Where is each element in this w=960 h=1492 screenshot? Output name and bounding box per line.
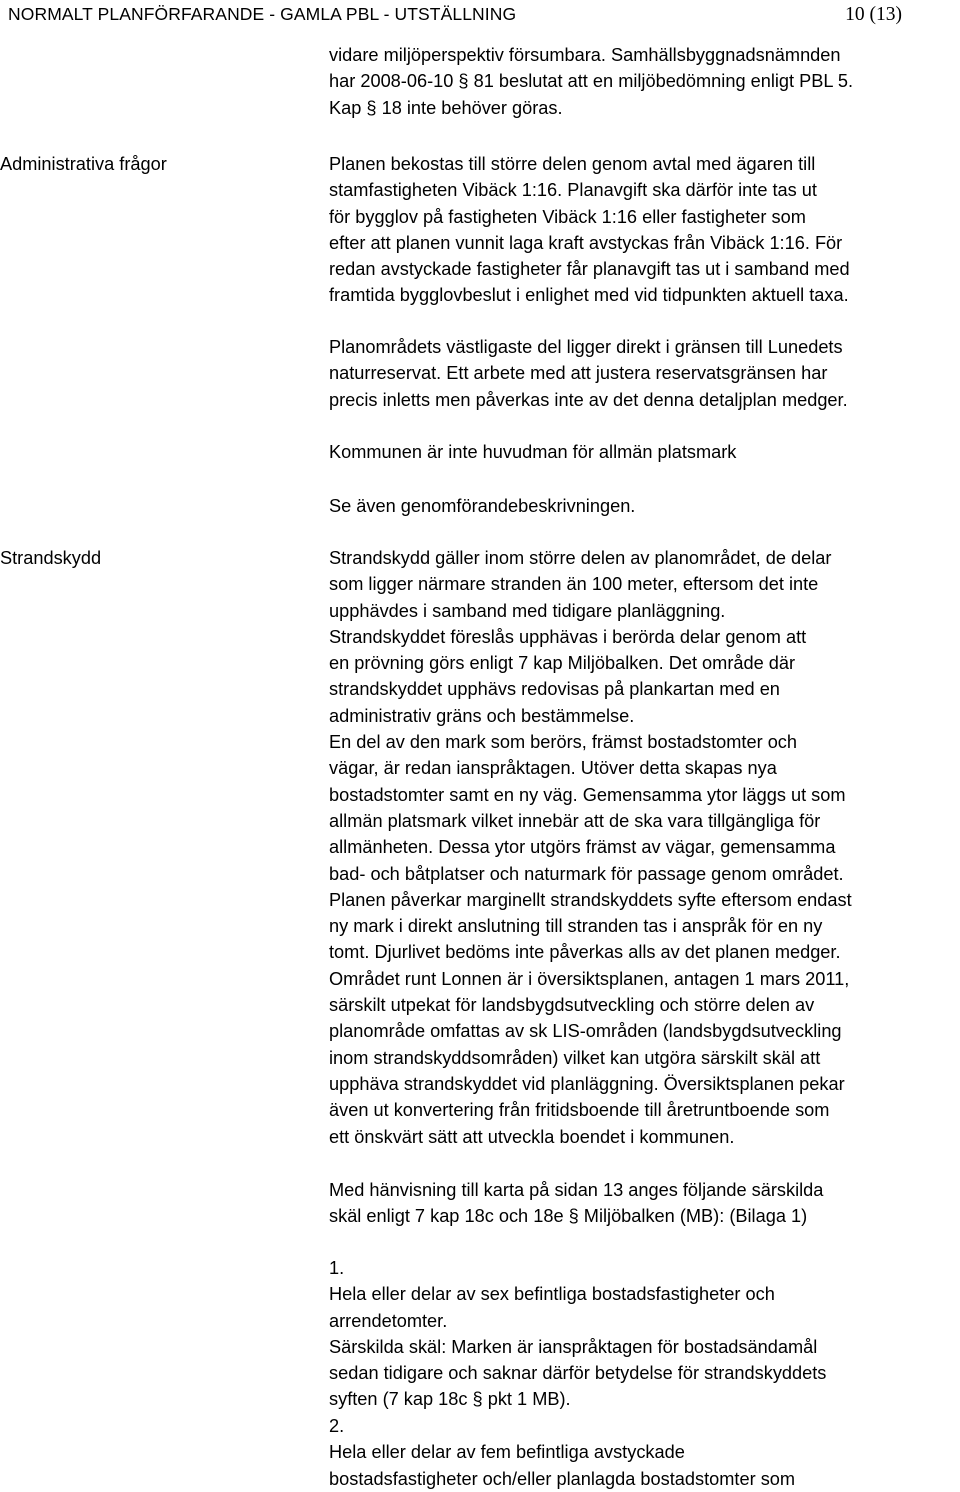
text-line: vidare miljöperspektiv försumbara. Samhällsbyggnadsnämnden	[329, 45, 841, 65]
text-line: bad- och båtplatser och naturmark för passage genom området.	[329, 863, 844, 884]
admin-paragraph-3	[329, 439, 959, 465]
admin-paragraph-4	[329, 493, 959, 519]
admin-paragraph-1	[329, 151, 959, 309]
text-line: Strandskydd gäller inom större delen av planområdet, de delar	[329, 548, 832, 568]
text-line: skäl enligt 7 kap 18c och 18e § Miljöbalken (MB): (Bilaga 1)	[329, 1206, 808, 1227]
text-line: Planen bekostas till större delen genom avtal med ägaren till	[329, 154, 816, 174]
text-line: En del av den mark som berörs, främst bostadstomter och	[329, 732, 798, 753]
text-line: stamfastigheten Vibäck 1:16. Planavgift ska därför inte tas ut	[329, 180, 817, 201]
admin-paragraph-2	[329, 334, 959, 413]
text-line: vägar, är redan ianspråktagen. Utöver detta skapas nya	[329, 758, 777, 779]
item-first-line	[329, 1255, 959, 1308]
text-line: Särskilda skäl: Marken är ianspråktagen för bostadsändamål	[329, 1336, 818, 1357]
text-line: planområde omfattas av sk LIS-områden (landsbygdsutveckling	[329, 1021, 842, 1042]
text-line: Planområdets västligaste del ligger direkt i gränsen till Lunedets	[329, 337, 843, 357]
strandskydd-paragraph-2	[329, 1177, 959, 1230]
text-line: särskilt utpekat för landsbygdsutveckling och större delen av	[329, 995, 815, 1016]
text-line: Strandskyddet föreslås upphävas i berörda delar genom att	[329, 626, 807, 647]
text-line: för bygglov på fastigheten Vibäck 1:16 eller fastigheter som	[329, 206, 806, 227]
text-line: syften (7 kap 18c § pkt 1 MB).	[329, 1389, 571, 1410]
item-number: 2.	[329, 1416, 345, 1436]
text-line: administrativ gräns och bestämmelse.	[329, 705, 635, 726]
text-line: Planen påverkar marginellt strandskyddets syfte eftersom endast	[329, 889, 852, 910]
section-label-administrativa-fragor: Administrativa frågor	[0, 154, 167, 174]
text-line: allmän platsmark vilket innebär att de ska vara tillgängliga för	[329, 810, 821, 831]
text-line: även ut konvertering från fritidsboende till åretruntboende som	[329, 1100, 830, 1121]
text-line: upphävdes i samband med tidigare planläggning.	[329, 600, 726, 621]
text-line: allmänheten. Dessa ytor utgörs främst av vägar, gemensamma	[329, 837, 836, 858]
section-label-strandskydd: Strandskydd	[0, 548, 102, 568]
text-line: Se även genomförandebeskrivningen.	[329, 496, 636, 516]
text-line: naturreservat. Ett arbete med att justera reservatsgränsen har	[329, 363, 828, 384]
text-line: framtida bygglovbeslut i enlighet med vid tidpunkten aktuell taxa.	[329, 285, 849, 306]
strandskydd-paragraph-1	[329, 545, 959, 1150]
page-number: 10 (13)	[845, 4, 902, 25]
text-line: har 2008-06-10 § 81 beslutat att en miljöbedömning enligt PBL 5.	[329, 71, 854, 92]
text-line: tomt. Djurlivet bedöms inte påverkas alls av det planen medger.	[329, 942, 841, 963]
text-line: en prövning görs enligt 7 kap Miljöbalken. Det område där	[329, 653, 796, 674]
text-line: Kommunen är inte huvudman för allmän platsmark	[329, 442, 737, 462]
item-text: Hela eller delar av fem befintliga avstyckade	[329, 1442, 685, 1463]
document-header-title: NORMALT PLANFÖRFARANDE - GAMLA PBL - UTSTÄLLNING	[8, 4, 517, 24]
page-header	[8, 2, 902, 28]
text-line: ny mark i direkt anslutning till stranden tas i anspråk för en ny	[329, 916, 823, 937]
text-line: Kap § 18 inte behöver göras.	[329, 97, 563, 118]
text-line: bostadstomter samt en ny väg. Gemensamma ytor läggs ut som	[329, 784, 846, 805]
text-line: upphäva strandskyddet vid planläggning. Översiktsplanen pekar	[329, 1073, 845, 1094]
text-line: redan avstyckade fastigheter får planavgift tas ut i samband med	[329, 259, 850, 280]
text-line: bostadsfastigheter och/eller planlagda bostadstomter som	[329, 1468, 796, 1489]
text-line: strandskyddet upphävs redovisas på plankartan med en	[329, 679, 780, 700]
text-line: ett önskvärt sätt att utveckla boendet i kommunen.	[329, 1126, 735, 1147]
text-line: Med hänvisning till karta på sidan 13 anges följande särskilda	[329, 1180, 824, 1200]
item-number: 1.	[329, 1258, 345, 1278]
text-line: arrendetomter.	[329, 1310, 448, 1331]
text-line: precis inletts men påverkas inte av det denna detaljplan medger.	[329, 389, 848, 410]
text-line: sedan tidigare och saknar därför betydelse för strandskyddets	[329, 1363, 827, 1384]
intro-paragraph	[329, 42, 959, 121]
numbered-item-2	[329, 1413, 959, 1492]
numbered-item-1	[329, 1255, 959, 1413]
item-first-line	[329, 1413, 959, 1466]
item-text: Hela eller delar av sex befintliga bostadsfastigheter och	[329, 1284, 775, 1305]
text-line: efter att planen vunnit laga kraft avstyckas från Vibäck 1:16. För	[329, 232, 843, 253]
text-line: som ligger närmare stranden än 100 meter, eftersom det inte	[329, 574, 819, 595]
text-line: Området runt Lonnen är i översiktsplanen, antagen 1 mars 2011,	[329, 968, 850, 989]
text-line: inom strandskyddsområden) vilket kan utgöra särskilt skäl att	[329, 1047, 821, 1068]
